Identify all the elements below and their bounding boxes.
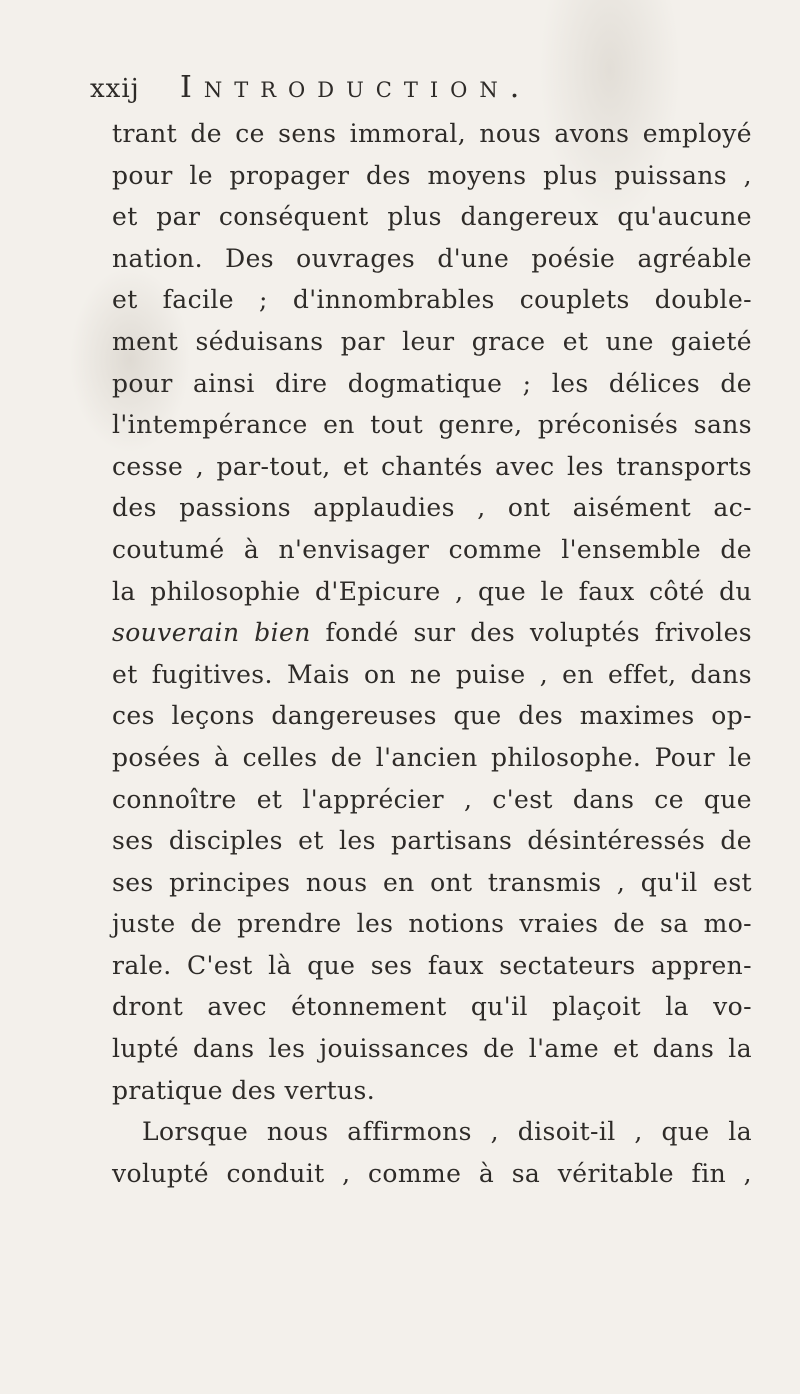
running-head	[90, 70, 730, 110]
text-line: lupté dans les jouissances de l'ame et dans la	[112, 1034, 752, 1064]
text-line: ses disciples et les partisans désintéressés de	[112, 826, 752, 856]
paragraph-end-line: pratique des vertus.	[112, 1075, 376, 1105]
text-line: pour ainsi dire dogmatique ; les délices de	[112, 368, 752, 398]
text-line: et par conséquent plus dangereux qu'aucune	[112, 202, 752, 232]
page-number: xxij	[90, 74, 140, 104]
text-line: rale. C'est là que ses faux sectateurs appren-	[112, 950, 752, 980]
text-line: ses principes nous en ont transmis , qu'il est	[112, 867, 752, 897]
paragraph-start-line: Lorsque nous affirmons , disoit-il , que la	[142, 1117, 752, 1147]
text-line: volupté conduit , comme à sa véritable fin ,	[112, 1158, 752, 1188]
text-line: et fugitives. Mais on ne puise , en effet, dans	[112, 659, 752, 689]
body-text	[112, 113, 752, 1194]
text-line: la philosophie d'Epicure , que le faux côté du	[112, 576, 752, 606]
text-line: posées à celles de l'ancien philosophe. Pour le	[112, 742, 752, 772]
text-line: nation. Des ouvrages d'une poésie agréable	[112, 243, 752, 273]
text-line: juste de prendre les notions vraies de sa mo-	[112, 909, 752, 939]
text-line: l'intempérance en tout genre, préconisés sans	[112, 410, 752, 440]
text-line: coutumé à n'envisager comme l'ensemble de	[112, 534, 752, 564]
text-line-italic-phrase	[112, 612, 752, 654]
line-rest: fondé sur des voluptés frivoles	[310, 618, 753, 648]
text-line: cesse , par-tout, et chantés avec les transports	[112, 451, 752, 481]
text-line: ces leçons dangereuses que des maximes op-	[112, 701, 752, 731]
running-title: Introduction.	[180, 70, 532, 105]
text-line: dront avec étonnement qu'il plaçoit la vo-	[112, 992, 752, 1022]
text-line: ment séduisans par leur grace et une gaieté	[112, 326, 752, 356]
text-line: et facile ; d'innombrables couplets double-	[112, 285, 752, 315]
text-line: pour le propager des moyens plus puissans ,	[112, 160, 752, 190]
text-line: trant de ce sens immoral, nous avons employé	[112, 119, 752, 148]
italic-phrase: souverain bien	[112, 618, 311, 648]
text-line: connoître et l'apprécier , c'est dans ce que	[112, 784, 752, 814]
text-line: des passions applaudies , ont aisément ac-	[112, 493, 752, 523]
